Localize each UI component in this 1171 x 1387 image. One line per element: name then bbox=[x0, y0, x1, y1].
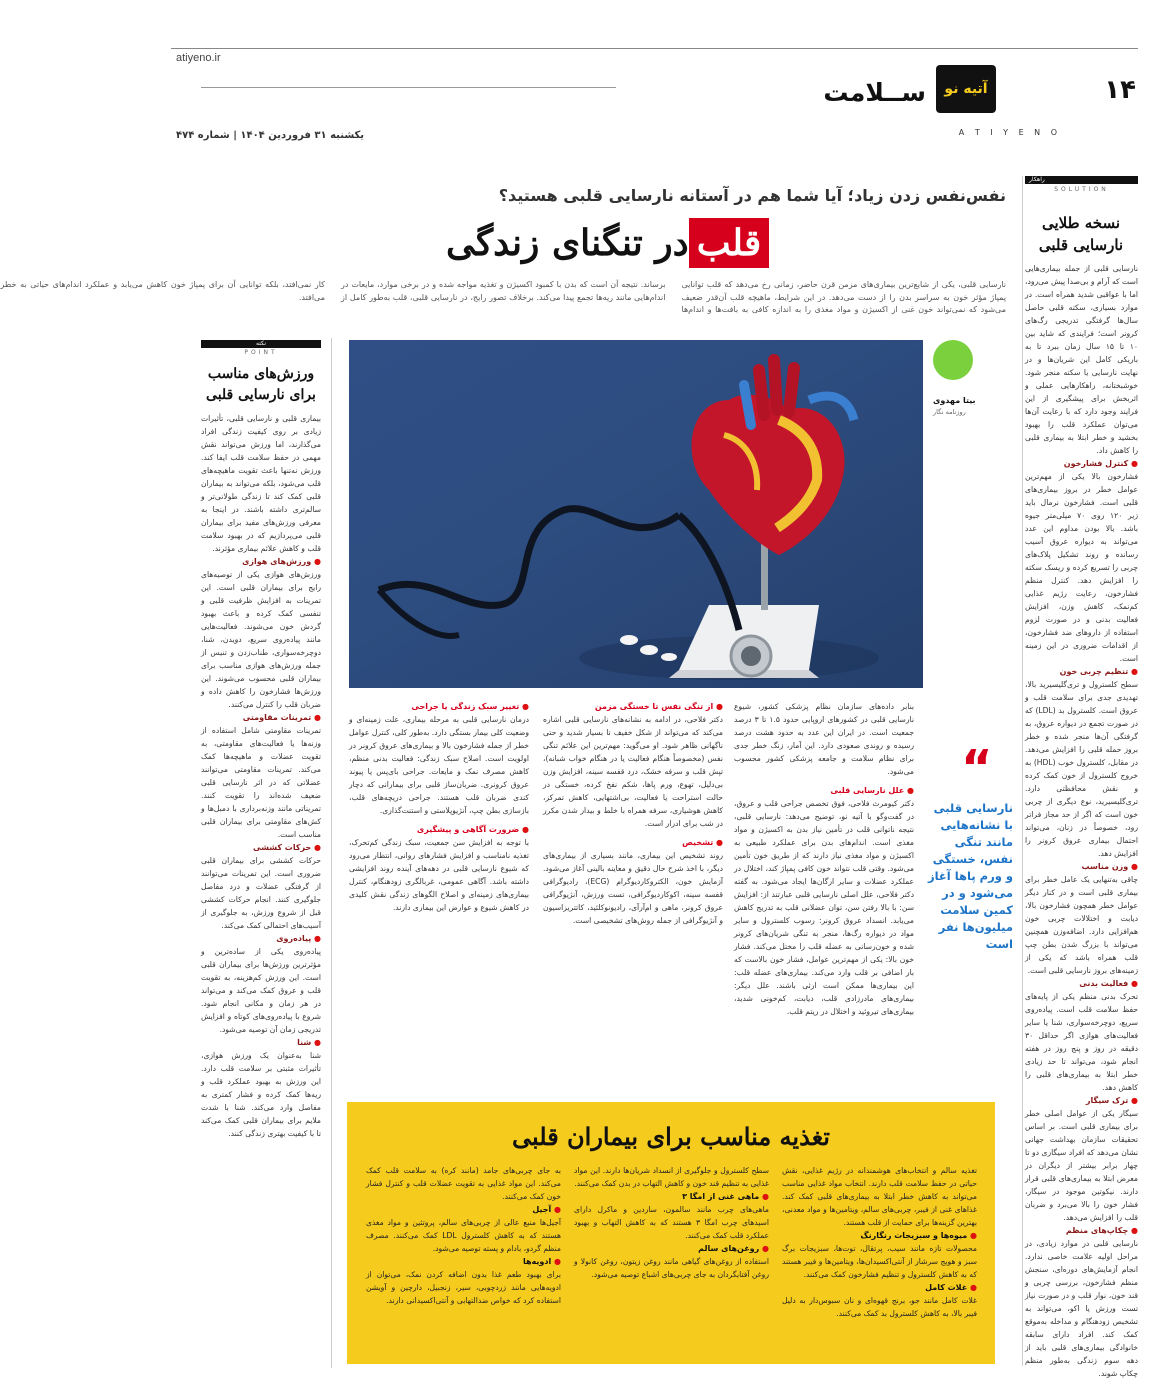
nutrition-c-body2: برای بهبود طعم غذا بدون اضافه کردن نمک، می‌توان از ادویه‌هایی مانند زردچوبی، سیر، زنجبیل، دارچین و آویشن استفاده کرد که خواص ضدالتهابی و آنتی‌اکسیدانی دارند. bbox=[366, 1270, 561, 1305]
right-column-item-body: تحرک بدنی منظم یکی از پایه‌های حفظ سلامت قلب است. پیاده‌روی سریع، دوچرخه‌سواری، شنا یا سایر فعالیت‌های هوازی اگر حداقل ۳۰ دقیقه در روز و پنج روز در هفته انجام شود، می‌تواند تا حد زیادی خطر ابتلا به بیماری‌های قلبی را کاهش دهد. bbox=[1025, 992, 1138, 1092]
nutrition-col-b bbox=[574, 1164, 769, 1354]
nutrition-col-c bbox=[366, 1164, 561, 1354]
left-column-item-title: ● ورزش‌های هوازی bbox=[201, 555, 321, 568]
left-column-item-body: ورزش‌های هوازی یکی از توصیه‌های رایج برای بیماران قلبی است. این تمرینات به افزایش ظرفیت قلبی و تنفسی کمک کرده و باعث بهبود گردش خون می‌شوند. فعالیت‌هایی مانند پیاده‌روی سریع، دویدن، شنا، دوچرخه‌سواری، طناب‌زدن و تنیس از جمله ورزش‌های هوازی مناسب برای بیماران قلبی محسوب می‌شوند. این ورزش‌ها فشارخون را کاهش داده و ضربان قلب را کنترل می‌کنند. bbox=[201, 570, 321, 709]
nutrition-b-sub2: ● روغن‌های سالم bbox=[574, 1242, 769, 1255]
left-column-item-body: تمرینات مقاومتی شامل استفاده از وزنه‌ها یا فعالیت‌های مقاومتی، به تقویت عضلات و ماهیچه‌ها کمک می‌کند. تمرینات مقاومتی می‌توانند عضلاتی که در اثر نارسایی قلبی ضعیف شده‌اند را تقویت کنند. تمریناتی مانند وزنه‌برداری با دمبل‌ها و کش‌های مقاومتی برای بیماران قلبی مناسب است. bbox=[201, 726, 321, 839]
right-column-item-body: چاقی به‌تنهایی یک عامل خطر برای بیماری قلبی است و در کنار دیگر عوامل خطر همچون فشارخون بالا، دیابت و اختلالات چربی خون هم‌افزایی دارد. اضافه‌وزن همچنین می‌تواند با بزرگ شدن بطن چپ قلب همراه باشد که یکی از زمینه‌های بروز نارسایی قلبی است. bbox=[1025, 875, 1138, 975]
nutrition-a-sub1: ● میوه‌ها و سبزیجات رنگارنگ bbox=[782, 1229, 977, 1242]
right-column-item-title: ● ترک سیگار bbox=[1025, 1094, 1138, 1107]
author-name: بیتا مهدوی bbox=[933, 396, 976, 405]
right-column-item-body: فشارخون بالا یکی از مهم‌ترین عوامل خطر در بروز بیماری‌های قلبی است. فشارخون نرمال باید زیر ۱۲۰ روی ۷۰ میلی‌متر جیوه باشد. بالا بودن مداوم این عدد می‌تواند به دیواره عروق آسیب رسانده و روند تشکیل پلاک‌های چربی را تسریع کرده و ریسک سکته را افزایش دهد. کنترل منظم فشارخون، رعایت رژیم غذایی کم‌نمک، کاهش وزن، افزایش فعالیت بدنی و در صورت لزوم استفاده از داروهای ضد فشارخون، از اقدامات ضروری در این زمینه است. bbox=[1025, 472, 1139, 663]
right-column-title: نسخه طلایی نارسایی قلبی bbox=[1038, 214, 1124, 254]
right-column-item-title: ● تنظیم چربی خون bbox=[1025, 665, 1138, 678]
article-photo bbox=[349, 340, 923, 688]
header-top-rule bbox=[171, 48, 1138, 49]
right-column-body bbox=[1025, 262, 1139, 1378]
website-url[interactable]: atiyeno.ir bbox=[176, 52, 221, 64]
header-rule-left bbox=[201, 87, 616, 88]
nutrition-c-intro: به جای چربی‌های جامد (مانند کره) به سلامت قلب کمک می‌کند. این مواد غذایی به تقویت عضلات قلب و کنترل فشار خون کمک می‌کنند. bbox=[366, 1166, 561, 1201]
col1-body: دکتر کیومرث فلاحی، فوق تخصص جراحی قلب و عروق، در گفت‌وگو با آتیه نو، توضیح می‌دهد: نارسایی قلبی، نتیجه ناتوانی قلب در تأمین نیاز بدن به اکسیژن و مواد مغذی است. اندام‌های بدن برای عملکرد طبیعی به اکسیژن و مواد مغذی نیاز دارند که از طریق خون تأمین می‌شود. وقتی قلب نتواند خون کافی پمپاژ کند، اختلال در عملکرد عضلات و سایر ارگان‌ها ایجاد می‌شود. به گفته دکتر فلاحی، علل اصلی نارسایی قلبی عبارتند از: افزایش سن: با بالا رفتن سن، توان عضلانی قلب به تدریج کاهش می‌یابد. انسداد عروق کرونر: رسوب کلسترول و سایر مواد در دیواره رگ‌ها، منجر به تنگی شریان‌های کرونر شده و خون‌رسانی به عضله قلب را مختل می‌کند. فشار خون بالا: یکی از مهم‌ترین عوامل، فشار خون بالاست که بار اضافی بر قلب وارد می‌کند. بیماری‌های عضله قلب: این بیماری‌ها ممکن است ارثی باشند. علل دیگر: بیماری‌های مادرزادی قلب، دیابت، کم‌خونی شدید، بیماری‌های تیروئید و اختلال در ریتم قلب. bbox=[734, 799, 914, 1016]
author-role: روزنامه نگار bbox=[933, 408, 966, 416]
article-kicker: نفس‌نفس زدن زیاد؛ آیا شما هم در آستانه نارسایی قلبی هستید؟ bbox=[498, 186, 1006, 205]
left-column-item-title: ● تمرینات مقاومتی bbox=[201, 711, 321, 724]
page-number: ۱۴ bbox=[1104, 75, 1136, 105]
left-column-item-body: شنا به‌عنوان یک ورزش هوازی، تأثیرات مثبتی بر سلامت قلب دارد. این ورزش به بهبود عملکرد قلب و ریه‌ها کمک کرده و فشار کمتری به مفاصل وارد می‌کند. شنا با شدت ملایم برای بیماران قلبی کمک می‌کند تا با کیفیت بهتری زندگی کنند. bbox=[201, 1051, 321, 1138]
point-tag-latin: POINT bbox=[244, 349, 278, 356]
section-title: ســلامت bbox=[823, 78, 926, 107]
col2-body2: روند تشخیص این بیماری، مانند بسیاری از بیماری‌های دیگر، با اخذ شرح حال دقیق و معاینه بالینی آغاز می‌شود. آزمایش خون، الکتروکاردیوگرام (ECG)، رادیوگرافی قفسه سینه، اکوکاردیوگرافی، تست ورزش، آنژیوگرافی عروق کرونر، ماهی و ام‌آر‌آی، رادیونوکلئید، کاتتریزاسیون و آنژیوگرافی از جمله روش‌های تشخیصی است. bbox=[543, 851, 723, 925]
newspaper-logo: آتیه نو bbox=[936, 65, 996, 113]
col3-subhead2: ● ضرورت آگاهی و پیشگیری bbox=[349, 823, 529, 836]
solution-tag: راهکار bbox=[1025, 176, 1138, 184]
quote-mark-icon: “ bbox=[961, 740, 993, 796]
nutrition-a-body2: غلات کامل مانند جو، برنج قهوه‌ای و نان سبوس‌دار به دلیل فیبر بالا، به کاهش کلسترول بد کمک می‌کنند. bbox=[782, 1296, 977, 1318]
headline-rest: در تنگنای زندگی bbox=[446, 222, 689, 264]
point-tag: نکته bbox=[201, 340, 321, 348]
nutrition-b-sub1: ● ماهی غنی از امگا ۳ bbox=[574, 1190, 769, 1203]
col1-subhead: ● علل نارسایی قلبی bbox=[734, 784, 914, 797]
author-avatar bbox=[933, 340, 973, 380]
nutrition-a-body1: محصولات تازه مانند سیب، پرتقال، توت‌ها، سبزیجات برگ سبز و هویج سرشار از آنتی‌اکسیدان‌ها، ویتامین‌ها و فیبر هستند که به کاهش کلسترول و تنظیم فشارخون کمک می‌کنند. bbox=[782, 1244, 977, 1279]
col2-subhead2: ● تشخیص bbox=[543, 836, 723, 849]
right-column-item-title: ● کنترل فشارخون bbox=[1025, 457, 1138, 470]
col1-intro: بنابر داده‌های سازمان نظام پزشکی کشور، شیوع نارسایی قلبی در کشورهای اروپایی حدود ۱.۵ تا ۳ درصد جمعیت است. در ایران این عدد به حدود هشت درصد رسیده و روندی صعودی دارد. این آمار، زنگ خطر جدی برای نظام سلامت و جامعه پزشکی کشور محسوب می‌شود. bbox=[734, 702, 914, 776]
nutrition-b-body1: ماهی‌های چرب مانند سالمون، ساردین و ماکرل دارای اسیدهای چرب امگا ۳ هستند که به کاهش التهاب و بهبود عملکرد قلب کمک می‌کنند. bbox=[574, 1205, 769, 1240]
left-column-divider bbox=[331, 338, 332, 1368]
left-column-item-title: ● حرکات کششی bbox=[201, 841, 321, 854]
right-column-item-title: ● فعالیت بدنی bbox=[1025, 977, 1138, 990]
nutrition-c-sub1: ● آجیل bbox=[366, 1203, 561, 1216]
right-column-item-body: سطح کلسترول و تری‌گلیسیرید بالا، تهدیدی جدی برای سلامت قلب و عروق است. کلسترول بد (LDL) که در صورت تجمع در دیواره عروق، به گرفتگی آن‌ها منجر شده و خطر بروز حمله قلبی را افزایش می‌دهد. در مقابل، کلسترول خوب (HDL) به خروج کلسترول از خون کمک کرده و نقش محافظتی دارد. تری‌گلیسیرید، نوع دیگری از چربی خون است که اگر از حد مجاز فراتر رود، خصوصاً در زنان، می‌تواند احتمال بیماری عروق کرونر را افزایش دهد. bbox=[1025, 680, 1138, 858]
col2-subhead: ● از تنگی نفس تا خستگی مزمن bbox=[543, 700, 723, 713]
nutrition-c-body1: آجیل‌ها منبع عالی از چربی‌های سالم، پروتئین و مواد مغذی هستند که به کاهش کلسترول LDL کمک می‌کنند. مصرف منظم گردو، بادام و پسته توصیه می‌شود. bbox=[366, 1218, 561, 1253]
left-column-item-body: حرکات کششی برای بیماران قلبی ضروری است. این تمرینات می‌توانند از گرفتگی عضلات و درد مفاصل جلوگیری کنند. انجام حرکات کششی قبل از شروع ورزش، به جلوگیری از آسیب‌های احتمالی کمک می‌کند. bbox=[201, 856, 321, 930]
left-column-items bbox=[201, 555, 321, 1140]
heart-stethoscope-image bbox=[349, 340, 923, 688]
dateline: یکشنبه ۳۱ فروردین ۱۴۰۴ | شماره ۴۷۴ bbox=[176, 130, 365, 141]
nutrition-title: تغذیه مناسب برای بیماران قلبی bbox=[512, 1122, 830, 1151]
article-headline bbox=[446, 213, 1006, 273]
left-column-item-body: پیاده‌روی یکی از ساده‌ترین و مؤثرترین ورزش‌ها برای بیماران قلبی است. این ورزش کم‌هزینه، به تقویت قلب و عروق کمک می‌کند و می‌تواند در هر زمان و مکانی انجام شود. شروع با پیاده‌روی‌های کوتاه و افزایش تدریجی زمان آن توصیه می‌شود. bbox=[201, 947, 321, 1034]
left-column-title: ورزش‌های مناسب برای نارسایی قلبی bbox=[206, 366, 316, 403]
article-col3 bbox=[349, 700, 529, 1100]
col3-body: درمان نارسایی قلبی به مرحله بیماری، علت زمینه‌ای و وضعیت کلی بیمار بستگی دارد. به‌طور کلی، کنترل عوامل خطر از جمله فشارخون بالا و بیماری‌های عروق کرونر در اولویت است. اصلاح سبک زندگی: فعالیت بدنی منظم، کاهش مصرف نمک و مایعات. جراحی بای‌پس یا پیوند عروق کرونری. ضربان‌ساز قلبی برای بیمارانی که دچار کندی ضربان قلب هستند. جراحی دریچه‌های قلب، بازسازی بطن چپ، آنژیوپلاستی و استنت‌گذاری. bbox=[349, 715, 529, 815]
nutrition-box bbox=[347, 1102, 995, 1364]
nutrition-c-sub2: ● ادویه‌ها bbox=[366, 1255, 561, 1268]
right-column-divider bbox=[1022, 176, 1023, 1366]
right-column-item-title: ● چکاپ‌های منظم bbox=[1025, 1224, 1138, 1237]
right-column-intro: نارسایی قلبی از جمله بیماری‌هایی است که آرام و بی‌صدا پیش می‌رود، اما با عواقبی شدید همراه است. در موارد بسیاری، سکته قلبی حاصل سال‌ها گرفتگی تدریجی رگ‌های کرونر است؛ فرایندی که شاید بین ۱۰ تا ۱۵ سال زمان ببرد تا به باریکی کامل این شریان‌ها و در نهایت نارسایی یا سکته منجر شود. خوشبختانه، راهکارهایی عملی و اثربخش برای پیشگیری از این فرایند وجود دارد که با رعایت آن‌ها می‌توان عملکرد قلب را بهبود بخشید و خطر ابتلا به بیماری قلبی را کاهش داد. bbox=[1025, 264, 1138, 455]
article-col1 bbox=[734, 700, 914, 1100]
nutrition-a-sub2: ● غلات کامل bbox=[782, 1281, 977, 1294]
article-lead: نارسایی قلبی، یکی از شایع‌ترین بیماری‌های مزمن قرن حاضر، زمانی رخ می‌دهد که قلب توانایی پمپاژ مؤثر خون به سراسر بدن را از دست می‌دهد. در این شرایط، ماهیچه قلب آن‌قدر ضعیف می‌شود که نمی‌تواند خون غنی از اکسیژن و مواد مغذی را به اندازه کافی به بافت‌ها و اندام‌ها برساند. نتیجه آن است که بدن با کمبود اکسیژن و تغذیه مواجه شده و در برخی موارد، مایعات در اندام‌هایی مانند ریه‌ها تجمع پیدا می‌کند. برخلاف تصور رایج، در نارسایی قلبی، قلب به‌طور کامل از کار نمی‌افتد، بلکه توانایی آن برای پمپاژ خون کاهش می‌یابد و عملکرد اندام‌های حیاتی به خطر می‌افتد. bbox=[0, 280, 1006, 314]
left-column-item-title: ● پیاده‌روی bbox=[201, 932, 321, 945]
right-column-item-title: ● وزن مناسب bbox=[1025, 860, 1138, 873]
right-column-items bbox=[1025, 457, 1138, 1380]
nutrition-a-intro: تغذیه سالم و انتخاب‌های هوشمندانه در رژیم غذایی، نقش حیاتی در حفظ سلامت قلب دارند. انتخاب مواد غذایی مناسب می‌تواند به کاهش خطر ابتلا به بیماری‌های قلبی کمک کند. غذاهای غنی از فیبر، چربی‌های سالم، ویتامین‌ها و مواد معدنی، بهترین گزینه‌ها برای حمایت از قلب هستند. bbox=[782, 1166, 977, 1227]
article-col2 bbox=[543, 700, 723, 1100]
left-column-item-title: ● شنا bbox=[201, 1036, 321, 1049]
col3-body2: با توجه به افزایش سن جمعیت، سبک زندگی کم‌تحرک، تغذیه نامناسب و افزایش فشارهای روانی، انتظار می‌رود که شیوع نارسایی قلبی در دهه‌های آینده روند افزایشی داشته باشد. آگاهی عمومی، غربالگری زودهنگام، کنترل بیماری‌های زمینه‌ای و اصلاح الگوهای زندگی نقش کلیدی در کاهش شیوع و عوارض این بیماری دارند. bbox=[349, 838, 529, 912]
col3-subhead: ● تغییر سبک زندگی یا جراحی bbox=[349, 700, 529, 713]
nutrition-b-intro: سطح کلسترول و جلوگیری از انسداد شریان‌ها دارند. این مواد غذایی به تنظیم قند خون و کاهش التهاب در بدن کمک می‌کنند. bbox=[574, 1166, 769, 1188]
col2-body: دکتر فلاحی، در ادامه به نشانه‌های نارسایی قلبی اشاره می‌کند که می‌تواند از شکل خفیف تا بسیار شدید و حتی ناگهانی ظاهر شود. او می‌گوید: مهم‌ترین این علائم تنگی نفس (مخصوصاً هنگام فعالیت یا در هنگام خواب شبانه)، تپش قلب و سرفه خشک، درد قفسه سینه، افزایش وزن بی‌دلیل، تهوع، ورم پاها، شکم نفخ کرده، خستگی در حالت استراحت یا فعالیت، بی‌اشتهایی، کاهش تمرکز، کاهش هوشیاری، سرفه همراه با خلط و بیدار شدن مکرر در شب برای ادرار است. bbox=[543, 715, 723, 828]
left-column-intro: بیماری قلبی و نارسایی قلبی، تأثیرات زیادی بر روی کیفیت زندگی افراد می‌گذارند، اما ورزش می‌تواند نقش مهمی در حفظ سلامت قلب ایفا کند. ورزش نه‌تنها باعث تقویت ماهیچه‌های قلب می‌شود، بلکه می‌تواند به بیماران قلبی کمک کند تا زندگی طولانی‌تر و سالم‌تری داشته باشند. در اینجا به معرفی ورزش‌های مفید برای بیماران قلبی می‌پردازیم که در بهبود سلامت قلب و کاهش علائم بیماری مؤثرند. bbox=[201, 414, 321, 553]
nutrition-col-a bbox=[782, 1164, 977, 1354]
right-column-item-body: نارسایی قلبی در موارد زیادی، در مراحل اولیه علامت خاصی ندارد. انجام آزمایش‌های دوره‌ای، سنجش منظم فشارخون، بررسی چربی و قند خون، نوار قلب و در صورت نیاز تست ورزش یا اکو، می‌تواند به تشخیص زودهنگام و مداخله به‌موقع کمک کند. افراد دارای سابقه خانوادگی بیماری‌های قلبی باید از دهه سوم زندگی به‌طور منظم چکاپ شوند. bbox=[1025, 1239, 1138, 1378]
left-column-body bbox=[201, 412, 321, 1367]
logo-latin: A T I Y E N O bbox=[958, 128, 1061, 137]
solution-tag-latin: SOLUTION bbox=[1054, 186, 1109, 193]
nutrition-b-body2: استفاده از روغن‌های گیاهی مانند روغن زیتون، روغن کانولا و روغن آفتابگردان به جای چربی‌های اشباع توصیه می‌شود. bbox=[574, 1257, 769, 1279]
pull-quote: نارسایی قلبی با نشانه‌هایی مانند تنگی نفس، خستگی و ورم پاها آغاز می‌شود و در کمین سلامت میلیون‌ها نفر است bbox=[927, 801, 1013, 951]
headline-box: قلب bbox=[689, 218, 769, 268]
right-column-item-body: سیگار یکی از عوامل اصلی خطر برای بیماری قلبی است. بر اساس تحقیقات سازمان بهداشت جهانی نشان می‌دهد که افراد سیگاری دو تا چهار برابر بیشتر از دیگران در معرض ابتلا به بیماری‌های قلبی قرار دارند. نیکوتین موجود در سیگار، فشار خون را بالا می‌برد و ضربان قلب را افزایش می‌دهد. bbox=[1025, 1109, 1138, 1222]
